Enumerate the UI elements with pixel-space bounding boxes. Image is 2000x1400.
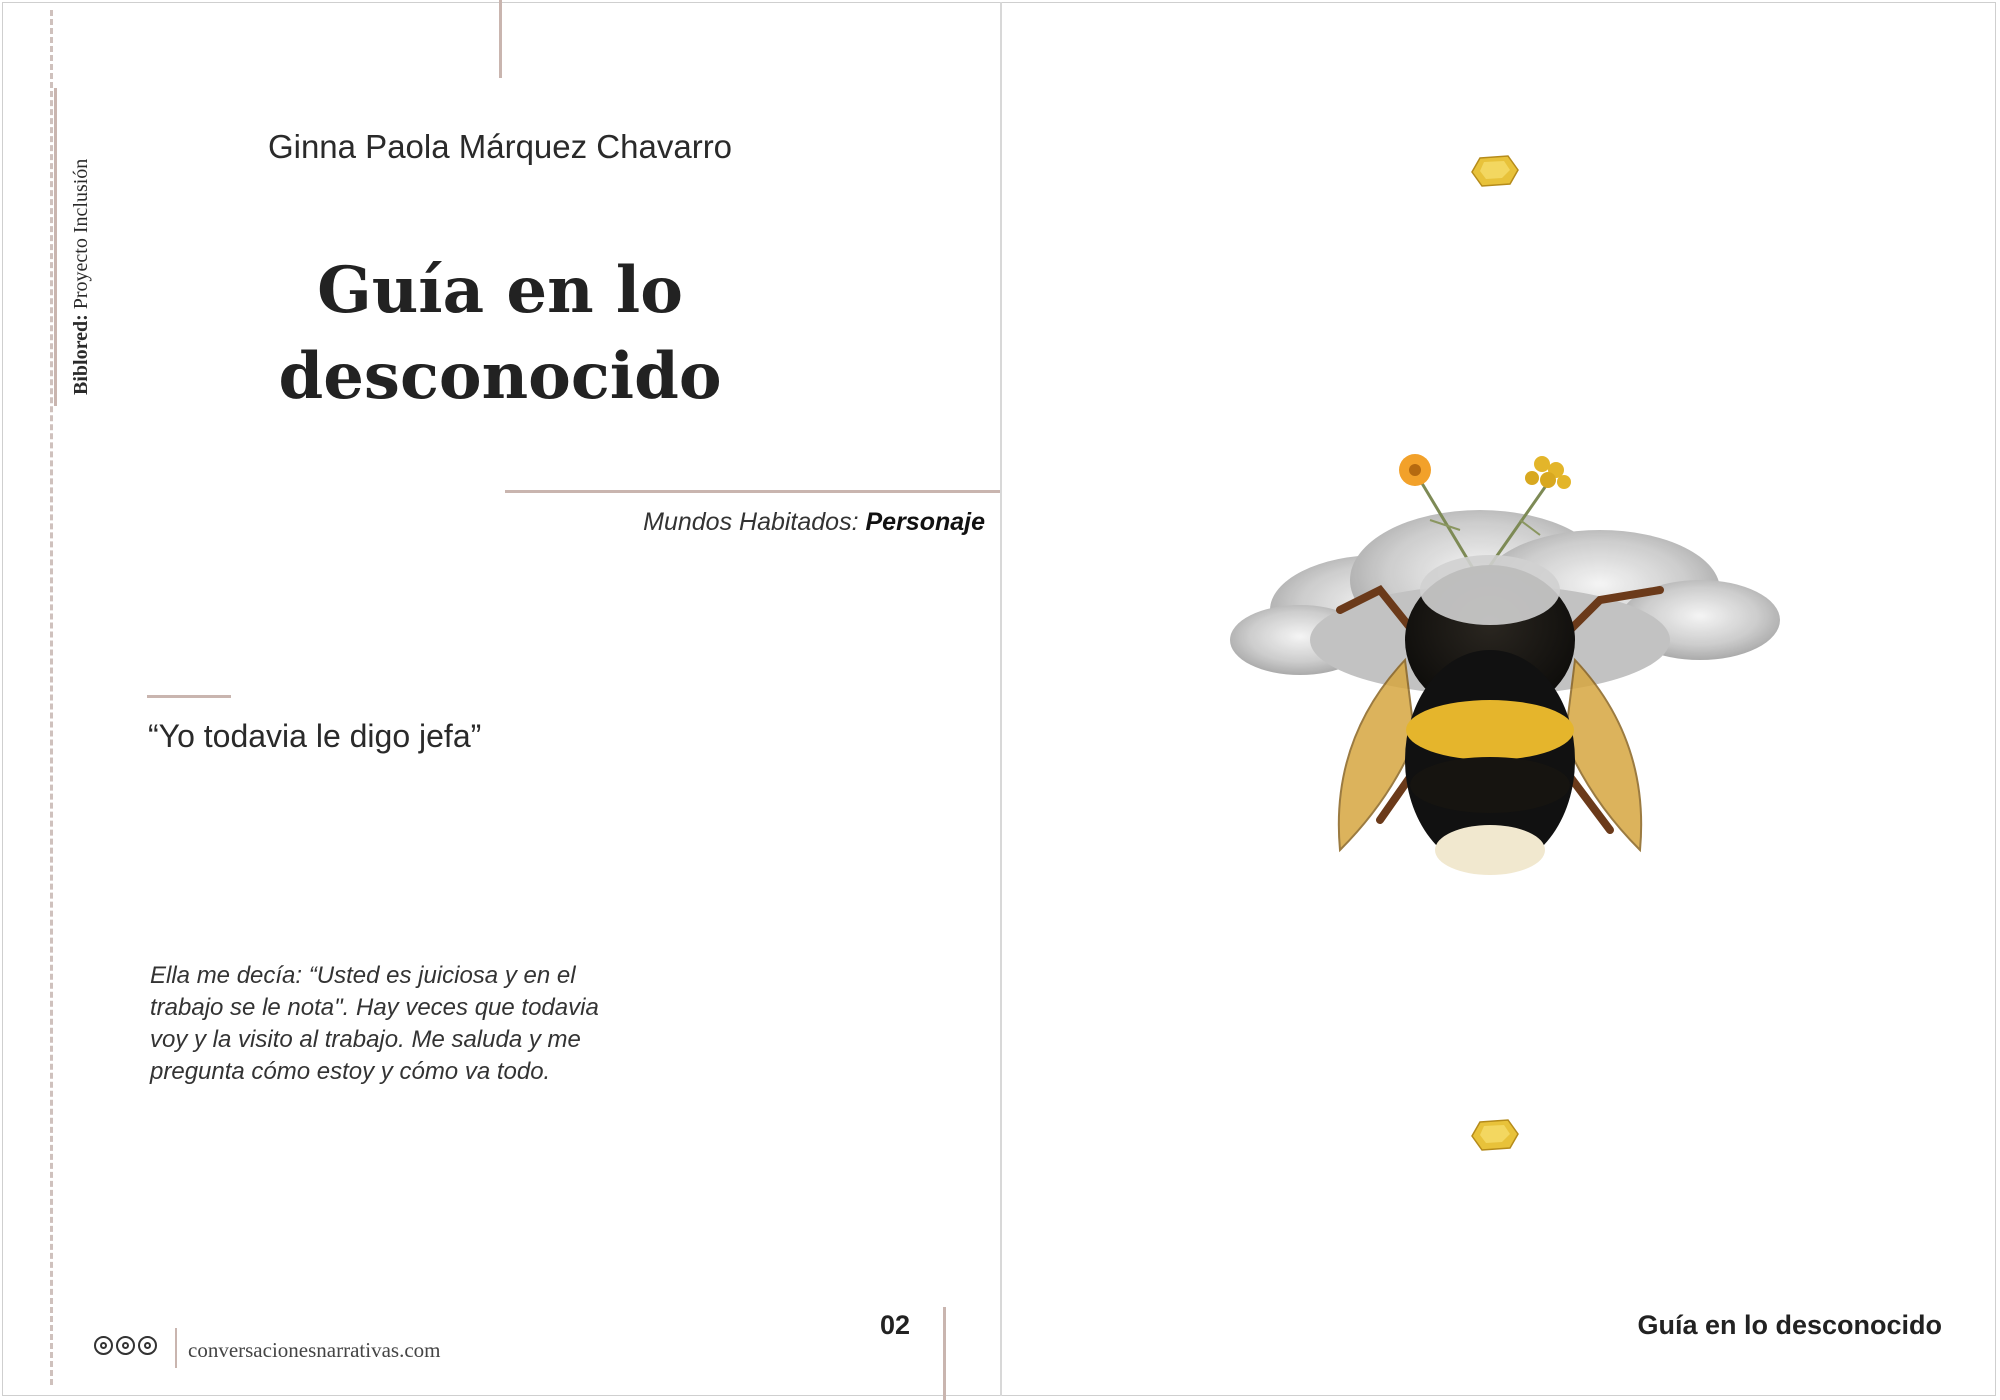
right-page [1000, 0, 2000, 1400]
bee-yellow-band [1406, 700, 1574, 760]
section-label [560, 508, 985, 537]
author-name: Ginna Paola Márquez Chavarro [267, 128, 733, 165]
side-tag [70, 159, 93, 395]
amber-gem-icon [1470, 1118, 1520, 1152]
title-line-1: Guía en lo [317, 253, 683, 328]
quote-rule [147, 695, 231, 698]
article-title [240, 248, 760, 420]
pull-quote: “Yo todavia le digo jefa” [148, 718, 482, 754]
amber-gem-icon [1470, 154, 1520, 188]
page-number-rule [943, 1307, 946, 1400]
section-rule [505, 490, 1000, 493]
bee-head [1420, 555, 1560, 625]
section-value: Personaje [865, 508, 985, 536]
title-line-2: desconocido [278, 339, 722, 414]
footer-website[interactable]: conversacionesnarrativas.com [188, 1338, 441, 1362]
side-tag-rest: Proyecto Inclusión [70, 158, 92, 315]
side-tag-bold: Biblored: [70, 314, 92, 395]
footer-separator [175, 1328, 177, 1368]
section-label-text: Mundos Habitados: [643, 508, 866, 536]
bee-black-band [1410, 757, 1570, 813]
bumblebee-illustration [1180, 440, 1820, 900]
side-tag-rule [54, 88, 57, 406]
bee-tail [1435, 825, 1545, 875]
running-title: Guía en lo desconocido [1637, 1310, 1942, 1340]
cc-license-icon [94, 1336, 157, 1355]
dashed-margin-line [50, 10, 53, 1385]
body-paragraph: Ella me decía: “Usted es juiciosa y en el trabajo se le nota". Hay veces que todavia voy y la visito al trabajo. Me saluda y me pregunta cómo estoy y cómo va todo. [150, 962, 599, 1085]
page-number: 02 [880, 1310, 911, 1340]
top-divider [499, 0, 502, 78]
